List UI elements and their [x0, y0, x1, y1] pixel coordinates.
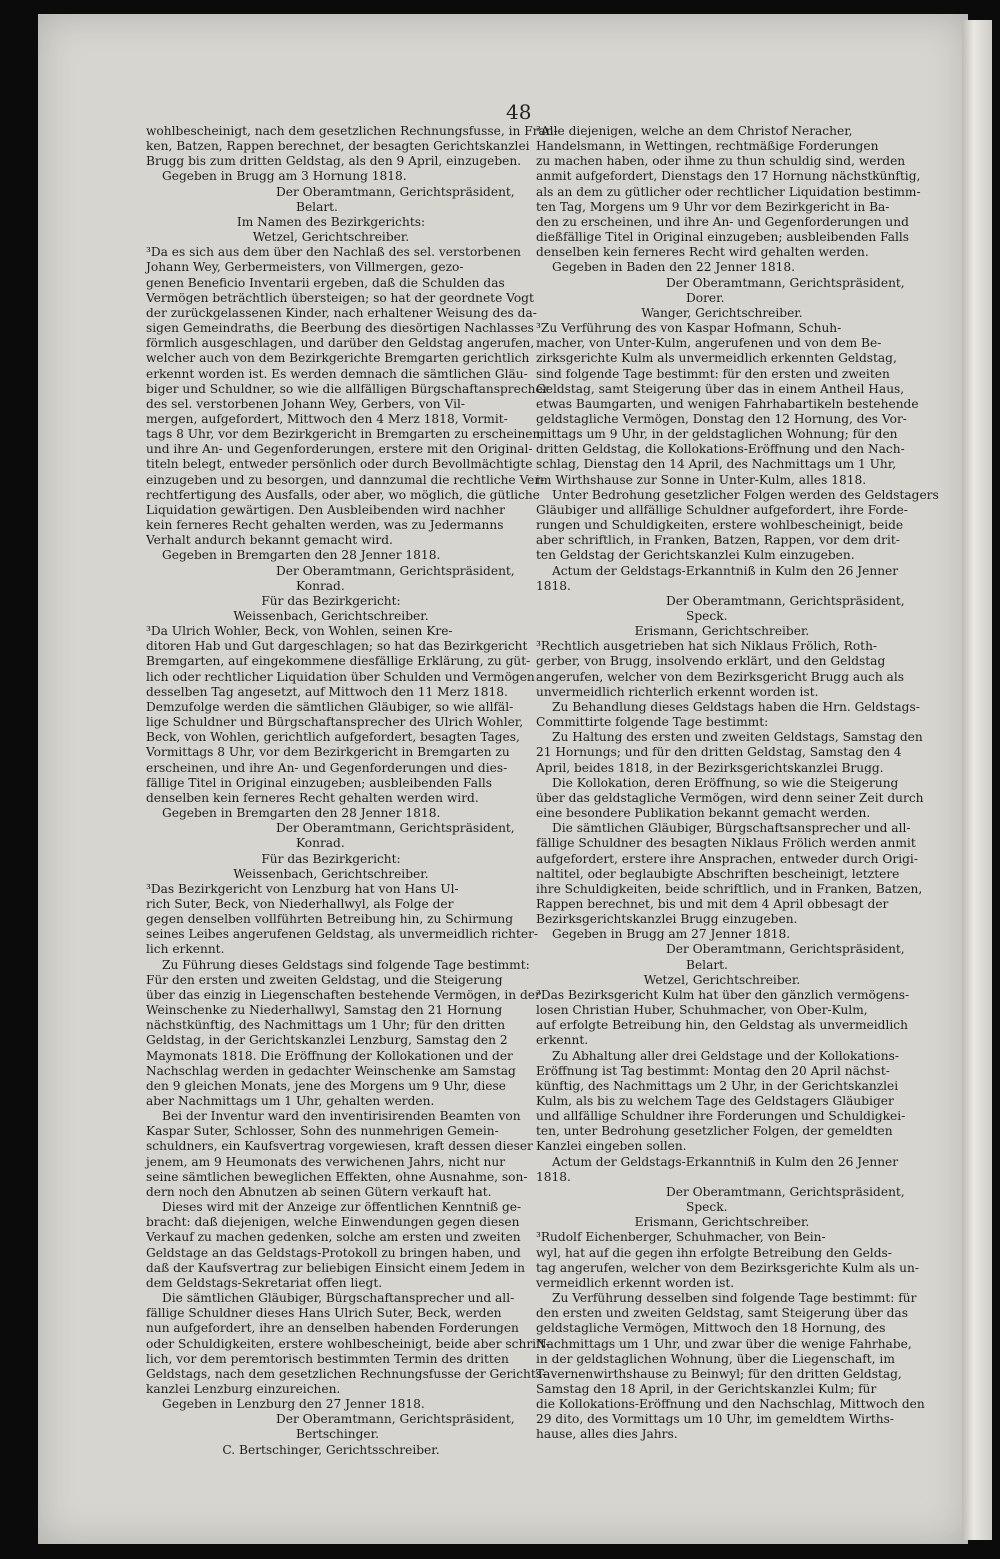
text-line: Johann Wey, Gerbermeisters, von Villmergen, gezo- — [146, 260, 464, 275]
text-line: Bremgarten, auf eingekommene diesfällige Erklärung, zu güt- — [146, 654, 531, 669]
text-line: lich erkennt. — [146, 942, 225, 957]
text-line: dritten Geldstag, die Kollokations-Eröffnung und den Nach- — [536, 442, 905, 457]
text-line: titeln belegt, entweder persönlich oder durch Bevollmächtigte — [146, 457, 533, 472]
text-line: seine sämtlichen beweglichen Effekten, ohne Ausnahme, son- — [146, 1169, 528, 1184]
text-line: mittags um 9 Uhr, in der geldstaglichen Wohnung; für den — [536, 427, 898, 442]
text-line: Verhalt andurch bekannt gemacht wird. — [146, 533, 393, 548]
signature-line: Der Oberamtmann, Gerichtspräsident, — [666, 593, 905, 608]
text-line: Geldstage an das Geldstags-Protokoll zu bringen haben, und — [146, 1245, 521, 1260]
text-line: jenem, am 9 Heumonats des verwichenen Jahrs, nicht nur — [146, 1154, 506, 1169]
signature-line: Der Oberamtmann, Gerichtspräsident, — [276, 1412, 515, 1427]
text-line: Bezirksgerichtskanzlei Brugg einzugeben. — [536, 912, 798, 927]
text-line: 21 Hornungs; und für den dritten Geldstag, Samstag den 4 — [536, 745, 902, 760]
text-line: lige Schuldner und Bürgschaftansprecher des Ulrich Wohler, — [146, 715, 524, 730]
text-line: ihre Schuldigkeiten, beide schriftlich, und in Franken, Batzen, — [536, 881, 923, 896]
text-line: Demzufolge werden die sämtlichen Gläubiger, so wie allfäl- — [146, 699, 514, 714]
text-line: sigen Gemeindraths, die Beerbung des diesörtigen Nachlasses — [146, 321, 534, 336]
text-line: des sel. verstorbenen Johann Wey, Gerbers, von Vil- — [146, 396, 466, 411]
text-line: zu machen haben, oder ihme zu thun schuldig sind, werden — [536, 154, 906, 169]
text-line: 1818. — [536, 578, 571, 593]
text-line: ³Rudolf Eichenberger, Schuhmacher, von Bein- — [536, 1230, 826, 1245]
text-line: hause, alles dies Jahrs. — [536, 1427, 678, 1442]
signature-line: Der Oberamtmann, Gerichtspräsident, — [276, 184, 515, 199]
text-line: tags 8 Uhr, vor dem Bezirkgericht in Bremgarten zu erscheinen, — [146, 427, 545, 442]
text-line: ten Geldstag der Gerichtskanzlei Kulm einzugeben. — [536, 548, 855, 563]
text-line: Handelsmann, in Wettingen, rechtmäßige Forderungen — [536, 139, 879, 154]
text-line: dießfällige Titel in Original einzugeben; ausbleibenden Falls — [536, 230, 910, 245]
signature-line: Wetzel, Gerichtschreiber. — [252, 230, 410, 245]
text-line: Geldstag, samt Steigerung über das in einem Antheil Haus, — [536, 381, 905, 396]
left-column — [146, 124, 558, 1458]
text-line: auf erfolgte Betreibung hin, den Geldstag als unvermeidlich — [536, 1018, 908, 1033]
signature-line: Erismann, Gerichtschreiber. — [634, 624, 810, 639]
text-line: Unter Bedrohung gesetzlicher Folgen werden des Geldstagers — [552, 487, 939, 502]
text-line: lich oder rechtlicher Liquidation über Schulden und Vermögen — [146, 669, 535, 684]
text-line: zirksgerichte Kulm als unvermeidlich erkennten Geldstag, — [536, 351, 897, 366]
signature-line: Der Oberamtmann, Gerichtspräsident, — [276, 563, 515, 578]
text-line: bracht: daß diejenigen, welche Einwendungen gegen diesen — [146, 1215, 520, 1230]
signature-line: Belart. — [686, 957, 728, 972]
text-line: ³Das Bezirkgericht von Lenzburg hat von Hans Ul- — [146, 881, 459, 896]
text-line: welcher auch von dem Bezirkgerichte Bremgarten gerichtlich — [146, 351, 530, 366]
text-line: über das einzig in Liegenschaften bestehende Vermögen, in der — [146, 987, 541, 1002]
text-line: Rappen berechnet, bis und mit dem 4 April obbesagt der — [536, 896, 889, 911]
text-line: ³Da es sich aus dem über den Nachlaß des sel. verstorbenen — [146, 245, 522, 260]
text-line: Zu Behandlung dieses Geldstags haben die Hrn. Geldstags- — [552, 699, 920, 714]
text-line: den zu erscheinen, und ihre An- und Gegenforderungen und — [536, 214, 909, 229]
text-line: einzugeben und zu besorgen, und dannzumal die rechtliche Ver- — [146, 472, 545, 487]
signature-line: Der Oberamtmann, Gerichtspräsident, — [666, 275, 905, 290]
text-line: eine besondere Publikation bekannt gemacht werden. — [536, 806, 871, 821]
text-line: Zu Verführung desselben sind folgende Tage bestimmt: für — [552, 1291, 917, 1306]
signature-line: Im Namen des Bezirkgerichts: — [236, 214, 426, 229]
text-line: fällige Schuldner dieses Hans Ulrich Suter, Beck, werden — [146, 1306, 502, 1321]
text-line: ³Da Ulrich Wohler, Beck, von Wohlen, seinen Kre- — [146, 624, 453, 639]
text-line: oder Schuldigkeiten, erstere wohlbescheinigt, beide aber schrift- — [146, 1336, 550, 1351]
text-line: dem Geldstags-Sekretariat offen liegt. — [146, 1275, 383, 1290]
text-line: Samstag den 18 April, in der Gerichtskanzlei Kulm; für — [536, 1381, 877, 1396]
text-line: Kulm, als bis zu welchem Tage des Geldstagers Gläubiger — [536, 1094, 894, 1108]
text-line: erscheinen, und ihre An- und Gegenforderungen und dies- — [146, 760, 508, 775]
text-line: ³Das Bezirksgericht Kulm hat über den gänzlich vermögens- — [536, 987, 910, 1002]
text-line: wyl, hat auf die gegen ihn erfolgte Betreibung den Gelds- — [536, 1245, 892, 1260]
text-line: seines Leibes angerufenen Geldstag, als unvermeidlich richter- — [146, 927, 539, 942]
text-line: naltitel, oder beglaubigte Abschriften bescheinigt, letztere — [536, 866, 900, 881]
text-line: rechtfertigung des Ausfalls, oder aber, wo möglich, die gütliche — [146, 487, 540, 502]
text-line: künftig, des Nachmittags um 2 Uhr, in der Gerichtskanzlei — [536, 1078, 899, 1093]
text-line: ³Zu Verführung des von Kaspar Hofmann, Schuh- — [536, 321, 842, 336]
text-line: ten, unter Bedrohung gesetzlicher Folgen, der gemeldten — [536, 1124, 893, 1139]
text-line: den 9 gleichen Monats, jene des Morgens um 9 Uhr, diese — [146, 1078, 506, 1093]
text-line: genen Beneficio Inventarii ergeben, daß die Schulden das — [146, 275, 505, 290]
text-line: Nachmittags um 1 Uhr, und zwar über die wenige Fahrhabe, — [536, 1336, 912, 1351]
text-line: Committirte folgende Tage bestimmt: — [536, 715, 769, 730]
text-line: Dieses wird mit der Anzeige zur öffentlichen Kenntniß ge- — [162, 1200, 522, 1215]
text-line: Gegeben in Bremgarten den 28 Jenner 1818. — [162, 548, 441, 563]
text-line: Kaspar Suter, Schlosser, Sohn des nunmehrigen Gemein- — [146, 1124, 499, 1139]
signature-line: Speck. — [686, 609, 728, 623]
text-line: wohlbescheinigt, nach dem gesetzlichen Rechnungsfusse, in Fran- — [146, 124, 558, 138]
text-line: Gegeben in Brugg am 3 Hornung 1818. — [162, 169, 407, 184]
text-line: im Wirthshause zur Sonne in Unter-Kulm, alles 1818. — [536, 472, 867, 487]
text-line: ³Rechtlich ausgetrieben hat sich Niklaus Frölich, Roth- — [536, 639, 878, 654]
signature-line: Weissenbach, Gerichtschreiber. — [233, 609, 429, 623]
text-line: Die sämtlichen Gläubiger, Bürgschaftansprecher und all- — [162, 1291, 515, 1306]
text-line: aber Nachmittags um 1 Uhr, gehalten werden. — [146, 1094, 435, 1108]
text-line: losen Christian Huber, Schuhmacher, von Ober-Kulm, — [536, 1003, 868, 1018]
signature-line: Der Oberamtmann, Gerichtspräsident, — [666, 1184, 905, 1199]
signature-line: Erismann, Gerichtschreiber. — [634, 1215, 810, 1230]
signature-line: Dorer. — [686, 290, 725, 305]
signature-line: Wanger, Gerichtschreiber. — [641, 305, 803, 320]
text-line: Gegeben in Baden den 22 Jenner 1818. — [552, 260, 796, 275]
text-line: aber schriftlich, in Franken, Batzen, Rappen, vor dem drit- — [536, 533, 900, 548]
page-spine-edge — [962, 20, 992, 1540]
text-line: Zu Abhaltung aller drei Geldstage und der Kollokations- — [552, 1048, 899, 1063]
text-line: Liquidation gewärtigen. Den Ausbleibenden wird nachher — [146, 502, 505, 517]
text-line: Actum der Geldstags-Erkanntniß in Kulm den 26 Jenner — [552, 1154, 899, 1169]
text-line: rich Suter, Beck, von Niederhallwyl, als Folge der — [146, 896, 454, 911]
text-line: anmit aufgefordert, Dienstags den 17 Hornung nächstkünftig, — [536, 169, 921, 184]
text-line: aufgefordert, erstere ihre Ansprachen, entweder durch Origi- — [536, 851, 918, 866]
text-line: Bei der Inventur ward den inventirisirenden Beamten von — [162, 1109, 521, 1124]
text-line: Geldstags, nach dem gesetzlichen Rechnungsfusse der Gerichts- — [146, 1366, 547, 1381]
text-line: denselben kein ferneres Recht wird gehalten werden. — [536, 245, 869, 260]
text-line: die Kollokations-Eröffnung und den Nachschlag, Mittwoch den — [536, 1397, 925, 1412]
text-line: Kanzlei eingeben sollen. — [536, 1139, 687, 1154]
signature-line: Speck. — [686, 1200, 728, 1215]
text-line: unvermeidlich richterlich erkennt worden ist. — [536, 684, 819, 699]
text-line: kanzlei Lenzburg einzureichen. — [146, 1381, 341, 1396]
signature-line: Für das Bezirkgericht: — [261, 593, 401, 608]
text-line: Weinschenke zu Niederhallwyl, Samstag den 21 Hornung — [146, 1003, 503, 1018]
text-line: sind folgende Tage bestimmt: für den ersten und zweiten — [536, 366, 890, 381]
right-column — [536, 124, 939, 1443]
signature-line: Der Oberamtmann, Gerichtspräsident, — [666, 942, 905, 957]
text-line: rungen und Schuldigkeiten, erstere wohlbescheinigt, beide — [536, 518, 904, 533]
text-line: Actum der Geldstags-Erkanntniß in Kulm den 26 Jenner — [552, 563, 899, 578]
text-line: ken, Batzen, Rappen berechnet, der besagten Gerichtskanzlei — [146, 139, 530, 154]
text-line: nun aufgefordert, ihre an denselben habenden Forderungen — [146, 1321, 519, 1336]
text-line: den ersten und zweiten Geldstag, samt Steigerung über das — [536, 1306, 908, 1321]
text-line: Maymonats 1818. Die Eröffnung der Kollokationen und der — [146, 1048, 513, 1063]
text-line: förmlich ausgeschlagen, und darüber den Geldstag angerufen, — [146, 336, 535, 351]
text-line: angerufen, welcher von dem Bezirksgericht Brugg auch als — [536, 669, 904, 684]
text-line: der zurückgelassenen Kinder, nach erhaltener Weisung des da- — [146, 305, 537, 320]
signature-line: Belart. — [296, 199, 338, 214]
text-line: erkennt worden ist. Es werden demnach die sämtlichen Gläu- — [146, 366, 528, 381]
text-line: dern noch den Abnutzen ab seinen Gütern verkauft hat. — [146, 1184, 492, 1199]
text-line: desselben Tag angesetzt, auf Mittwoch den 11 Merz 1818. — [146, 684, 508, 699]
text-line: geldstagliche Vermögen, Donstag den 12 Hornung, des Vor- — [536, 411, 907, 426]
text-line: lich, vor dem peremtorisch bestimmten Termin des dritten — [146, 1351, 509, 1366]
text-line: Beck, von Wohlen, gerichtlich aufgefordert, besagten Tages, — [146, 730, 520, 745]
text-line: Gegeben in Lenzburg den 27 Jenner 1818. — [162, 1397, 425, 1412]
signature-line: Weissenbach, Gerichtschreiber. — [233, 866, 429, 881]
text-line: Die sämtlichen Gläubiger, Bürgschaftsansprecher und all- — [552, 821, 911, 836]
text-line: mergen, aufgefordert, Mittwoch den 4 Merz 1818, Vormit- — [146, 411, 508, 426]
text-line: Eröffnung ist Tag bestimmt: Montag den 20 April nächst- — [536, 1063, 890, 1078]
signature-line: Konrad. — [296, 578, 345, 593]
text-line: Für den ersten und zweiten Geldstag, und die Steigerung — [146, 972, 503, 987]
text-line: April, beides 1818, in der Bezirksgerichtskanzlei Brugg. — [536, 760, 884, 775]
text-line: ten Tag, Morgens um 9 Uhr vor dem Bezirkgericht in Ba- — [536, 199, 890, 214]
text-line: Zu Führung dieses Geldstags sind folgende Tage bestimmt: — [162, 957, 530, 972]
signature-line: Für das Bezirkgericht: — [261, 851, 401, 866]
text-line: vermeidlich erkennt worden ist. — [536, 1275, 735, 1290]
signature-line: Der Oberamtmann, Gerichtspräsident, — [276, 821, 515, 836]
text-line: kein ferneres Recht gehalten werden, was zu Jedermanns — [146, 518, 504, 533]
text-line: etwas Baumgarten, und wenigen Fahrhabartikeln bestehende — [536, 396, 919, 411]
text-line: schlag, Dienstag den 14 April, des Nachmittags um 1 Uhr, — [536, 457, 897, 472]
text-line: Gegeben in Brugg am 27 Jenner 1818. — [552, 927, 791, 942]
text-line: Geldstag, in der Gerichtskanzlei Lenzburg, Samstag den 2 — [146, 1033, 508, 1048]
text-line: 29 dito, des Vormittags um 10 Uhr, im gemeldtem Wirths- — [536, 1412, 895, 1427]
text-line: fällige Schuldner des besagten Niklaus Frölich werden anmit — [536, 836, 916, 851]
text-line: geldstagliche Vermögen, Mittwoch den 18 Hornung, des — [536, 1321, 886, 1336]
signature-line: Wetzel, Gerichtschreiber. — [643, 972, 801, 987]
text-line: Zu Haltung des ersten und zweiten Geldstags, Samstag den — [552, 730, 923, 745]
text-line: denselben kein ferneres Recht gehalten werden wird. — [146, 790, 479, 805]
text-line: Die Kollokation, deren Eröffnung, so wie die Steigerung — [552, 775, 899, 790]
page-number: 48 — [506, 100, 532, 124]
signature-line: Bertschinger. — [296, 1427, 379, 1442]
text-line: Tavernenwirthshause zu Beinwyl; für den dritten Geldstag, — [536, 1366, 902, 1381]
text-line: schuldners, ein Kaufsvertrag vorgewiesen, kraft dessen dieser — [146, 1139, 533, 1154]
text-line: Vormittags 8 Uhr, vor dem Bezirkgericht in Bremgarten zu — [146, 745, 510, 760]
text-line: erkennt. — [536, 1033, 589, 1048]
text-line: über das geldstagliche Vermögen, wird denn seiner Zeit durch — [536, 790, 924, 805]
text-line: gerber, von Brugg, insolvendo erklärt, und den Geldstag — [536, 654, 886, 669]
text-line: tag angerufen, welcher von dem Bezirksgerichte Kulm als un- — [536, 1260, 919, 1275]
signature-line: Konrad. — [296, 836, 345, 851]
text-line: 1818. — [536, 1169, 571, 1184]
text-line: fällige Titel in Original einzugeben; ausbleibenden Falls — [146, 775, 493, 790]
text-line: und allfällige Schuldner ihre Forderungen und Schuldigkei- — [536, 1109, 906, 1124]
text-line: Gegeben in Bremgarten den 28 Jenner 1818. — [162, 806, 441, 821]
text-line: biger und Schuldner, so wie die allfälligen Bürgschaftansprecher — [146, 381, 549, 396]
text-line: Verkauf zu machen gedenken, solche am ersten und zweiten — [146, 1230, 521, 1245]
text-line: nächstkünftig, des Nachmittags um 1 Uhr; für den dritten — [146, 1018, 506, 1033]
text-line: ³Alle diejenigen, welche an dem Christof Neracher, — [536, 124, 853, 138]
signature-line: C. Bertschinger, Gerichtsschreiber. — [222, 1442, 440, 1457]
text-line: Gläubiger und allfällige Schuldner aufgefordert, ihre Forde- — [536, 502, 908, 517]
text-line: Nachschlag werden in gedachter Weinschenke am Samstag — [146, 1063, 516, 1078]
text-line: als an dem zu gütlicher oder rechtlicher Liquidation bestimm- — [536, 184, 921, 199]
text-line: macher, von Unter-Kulm, angerufenen und von dem Be- — [536, 336, 882, 351]
text-line: daß der Kaufsvertrag zur beliebigen Einsicht einem Jedem in — [146, 1260, 525, 1275]
text-line: und ihre An- und Gegenforderungen, erstere mit den Original- — [146, 442, 533, 457]
text-line: in der geldstaglichen Wohnung, über die Liegenschaft, im — [536, 1351, 895, 1366]
text-line: ditoren Hab und Gut dargeschlagen; so hat das Bezirkgericht — [146, 639, 528, 654]
text-line: gegen denselben vollführten Betreibung hin, zu Schirmung — [146, 912, 514, 927]
text-line: Brugg bis zum dritten Geldstag, als den 9 April, einzugeben. — [146, 154, 522, 169]
text-line: Vermögen beträchtlich übersteigen; so hat der geordnete Vogt — [146, 290, 534, 305]
